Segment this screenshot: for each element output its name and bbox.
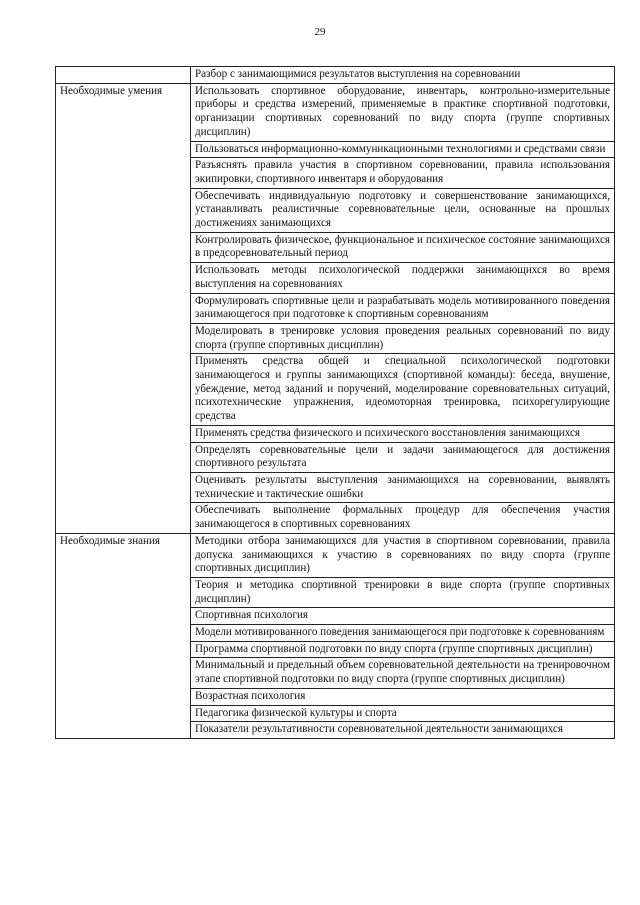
skills-item: Использовать спортивное оборудование, инвентарь, контрольно-измерительные приборы и средства измерений, применяемые в практике спортивной подготовки, организации спортивных соревнований по виду спорта (группе спортивных дисциплин)	[191, 83, 615, 141]
skills-item: Моделировать в тренировке условия проведения реальных соревнований по виду спорта (группе спортивных дисциплин)	[191, 323, 615, 353]
table-row	[56, 83, 615, 141]
knowledge-item: Педагогика физической культуры и спорта	[191, 705, 615, 722]
table-row	[56, 533, 615, 577]
skills-item: Пользоваться информационно-коммуникационными технологиями и средствами связи	[191, 141, 615, 158]
knowledge-item: Программа спортивной подготовки по виду спорта (группе спортивных дисциплин)	[191, 641, 615, 658]
skills-item: Контролировать физическое, функциональное и психическое состояние занимающихся в предсоревновательный период	[191, 232, 615, 262]
empty-heading-cell	[56, 67, 191, 84]
requirements-table-body	[56, 67, 615, 739]
knowledge-item: Спортивная психология	[191, 608, 615, 625]
knowledge-item: Модели мотивированного поведения занимающегося при подготовке к соревнованиям	[191, 625, 615, 642]
knowledge-item: Минимальный и предельный объем соревновательной деятельности на тренировочном этапе спортивной подготовки по виду спорта (группе спортивных дисциплин)	[191, 658, 615, 688]
knowledge-item: Теория и методика спортивной тренировки в виде спорта (группе спортивных дисциплин)	[191, 577, 615, 607]
knowledge-item: Методики отбора занимающихся для участия в спортивном соревновании, правила допуска занимающихся к участию в соревнованиях по виду спорта (группе спортивных дисциплин)	[191, 533, 615, 577]
knowledge-heading: Необходимые знания	[56, 533, 191, 738]
table-row	[56, 67, 615, 84]
page-number: 29	[314, 26, 326, 38]
knowledge-item: Возрастная психология	[191, 688, 615, 705]
skills-item: Формулировать спортивные цели и разрабатывать модель мотивированного поведения занимающегося при подготовке к спортивным соревнованиям	[191, 293, 615, 323]
table-cell-top-item: Разбор с занимающимися результатов выступления на соревновании	[191, 67, 615, 84]
knowledge-item: Показатели результативности соревновательной деятельности занимающихся	[191, 722, 615, 739]
skills-heading: Необходимые умения	[56, 83, 191, 533]
skills-item: Обеспечивать выполнение формальных процедур для обеспечения участия занимающегося в спортивных соревнованиях	[191, 503, 615, 533]
skills-item: Оценивать результаты выступления занимающихся на соревновании, выявлять технические и тактические ошибки	[191, 472, 615, 502]
skills-item: Обеспечивать индивидуальную подготовку и совершенствование занимающихся, устанавливать реалистичные соревновательные цели, основанные на прошлых достижениях занимающихся	[191, 188, 615, 232]
skills-item: Использовать методы психологической поддержки занимающихся во время выступления на соревнованиях	[191, 263, 615, 293]
skills-item: Определять соревновательные цели и задачи занимающегося для достижения спортивного результата	[191, 442, 615, 472]
skills-item: Применять средства общей и специальной психологической подготовки занимающегося и группы занимающихся (спортивной команды): беседа, внушение, убеждение, метод заданий и поручений, моделирование соревновательных ситуаций, психотехнические упражнения, идеомоторная тренировка, психорегулирующие средства	[191, 354, 615, 426]
skills-item: Разъяснять правила участия в спортивном соревновании, правила использования экипировки, спортивного инвентаря и оборудования	[191, 158, 615, 188]
skills-item: Применять средства физического и психического восстановления занимающихся	[191, 425, 615, 442]
requirements-table	[55, 66, 615, 739]
